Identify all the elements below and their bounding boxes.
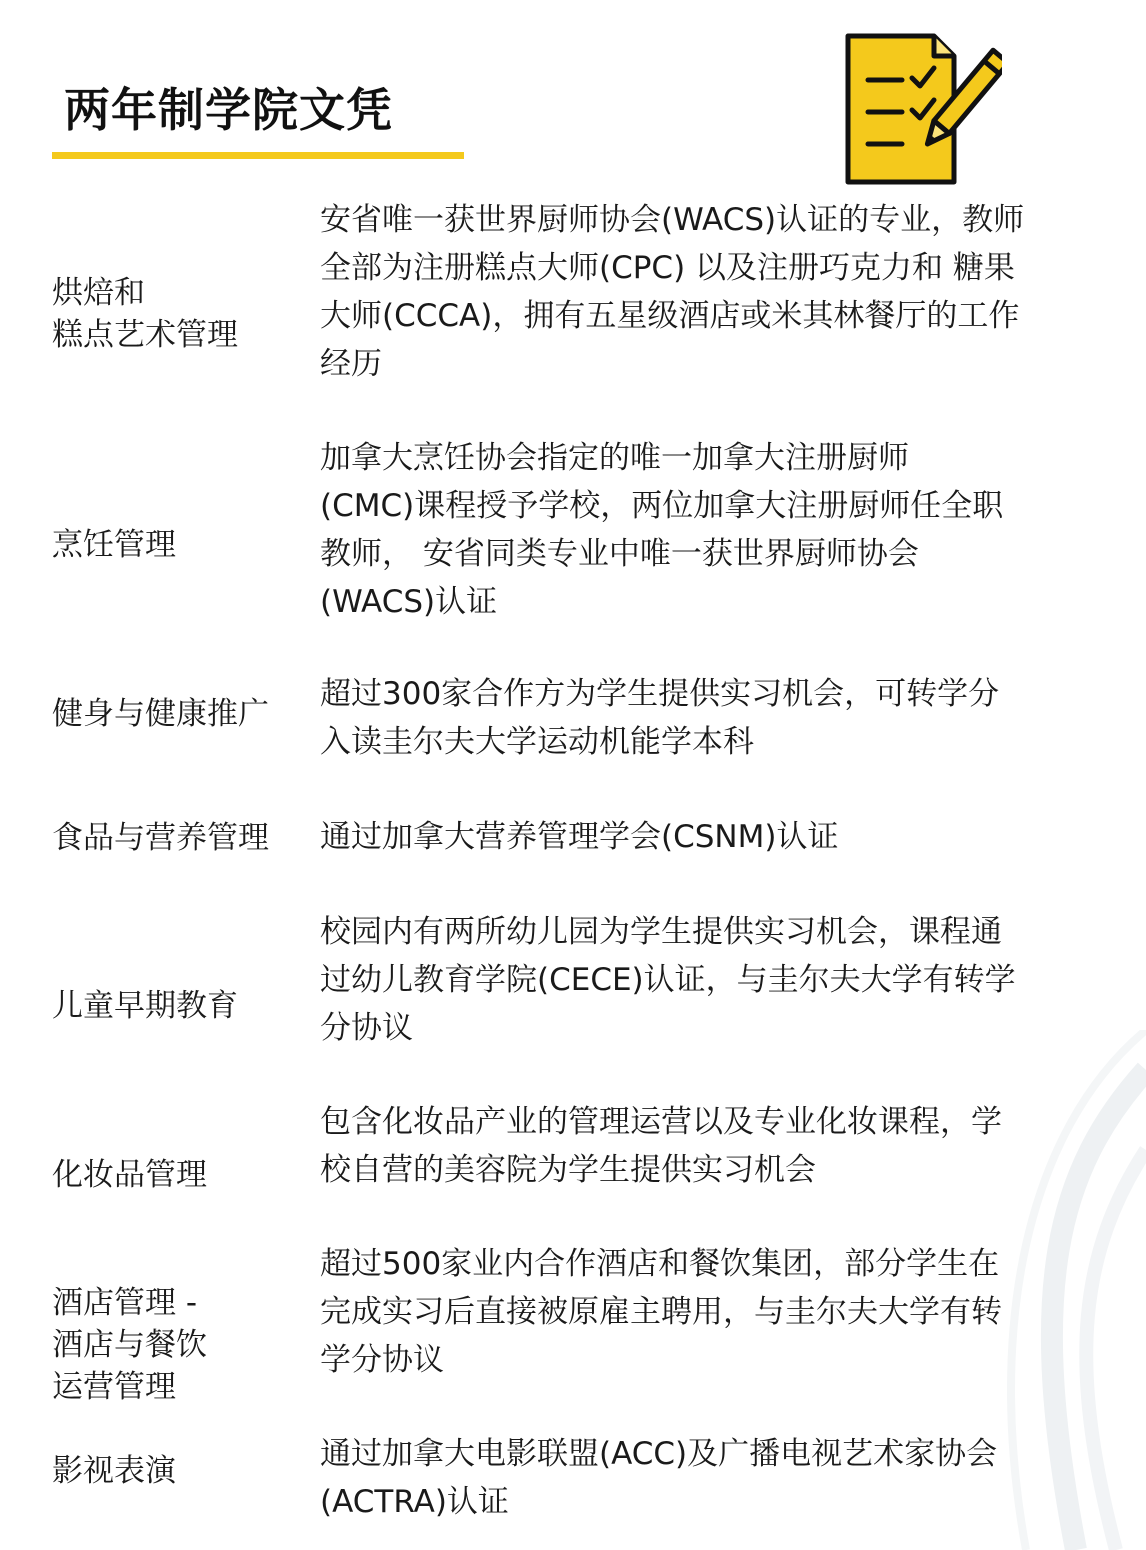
program-name: 烹饪管理	[52, 527, 176, 563]
program-description: 超过300家合作方为学生提供实习机会，可转学分 入读圭尔夫大学运动机能学本科	[320, 676, 1000, 760]
program-description: 安省唯一获世界厨师协会(WACS)认证的专业，教师 全部为注册糕点大师(CPC) 以及注册巧克力和 糖果 大师(CCCA)，拥有五星级酒店或米其林餐厅的工作 经历	[320, 202, 1025, 382]
page-title: 两年制学院文凭	[64, 83, 393, 137]
program-name: 酒店管理 - 酒店与餐饮 运营管理	[52, 1285, 207, 1405]
program-description: 通过加拿大营养管理学会(CSNM)认证	[320, 819, 839, 855]
program-name: 烘焙和 糕点艺术管理	[52, 275, 238, 353]
program-description: 包含化妆品产业的管理运营以及专业化妆课程，学 校自营的美容院为学生提供实习机会	[320, 1104, 1002, 1188]
program-description: 超过500家业内合作酒店和餐饮集团，部分学生在 完成实习后直接被原雇主聘用，与圭尔夫大学有转 学分协议	[320, 1246, 1002, 1378]
program-description: 加拿大烹饪协会指定的唯一加拿大注册厨师 (CMC)课程授予学校，两位加拿大注册厨师任全职 教师， 安省同类专业中唯一获世界厨师协会 (WACS)认证	[320, 440, 1004, 620]
program-description: 通过加拿大电影联盟(ACC)及广播电视艺术家协会 (ACTRA)认证	[320, 1436, 998, 1520]
program-name: 影视表演	[52, 1453, 176, 1489]
program-name: 食品与营养管理	[52, 820, 269, 856]
program-name: 儿童早期教育	[52, 988, 238, 1024]
program-name: 健身与健康推广	[52, 696, 269, 732]
program-name: 化妆品管理	[52, 1157, 207, 1193]
program-description: 校园内有两所幼儿园为学生提供实习机会，课程通 过幼儿教育学院(CECE)认证，与圭尔夫大学有转学 分协议	[320, 914, 1016, 1046]
